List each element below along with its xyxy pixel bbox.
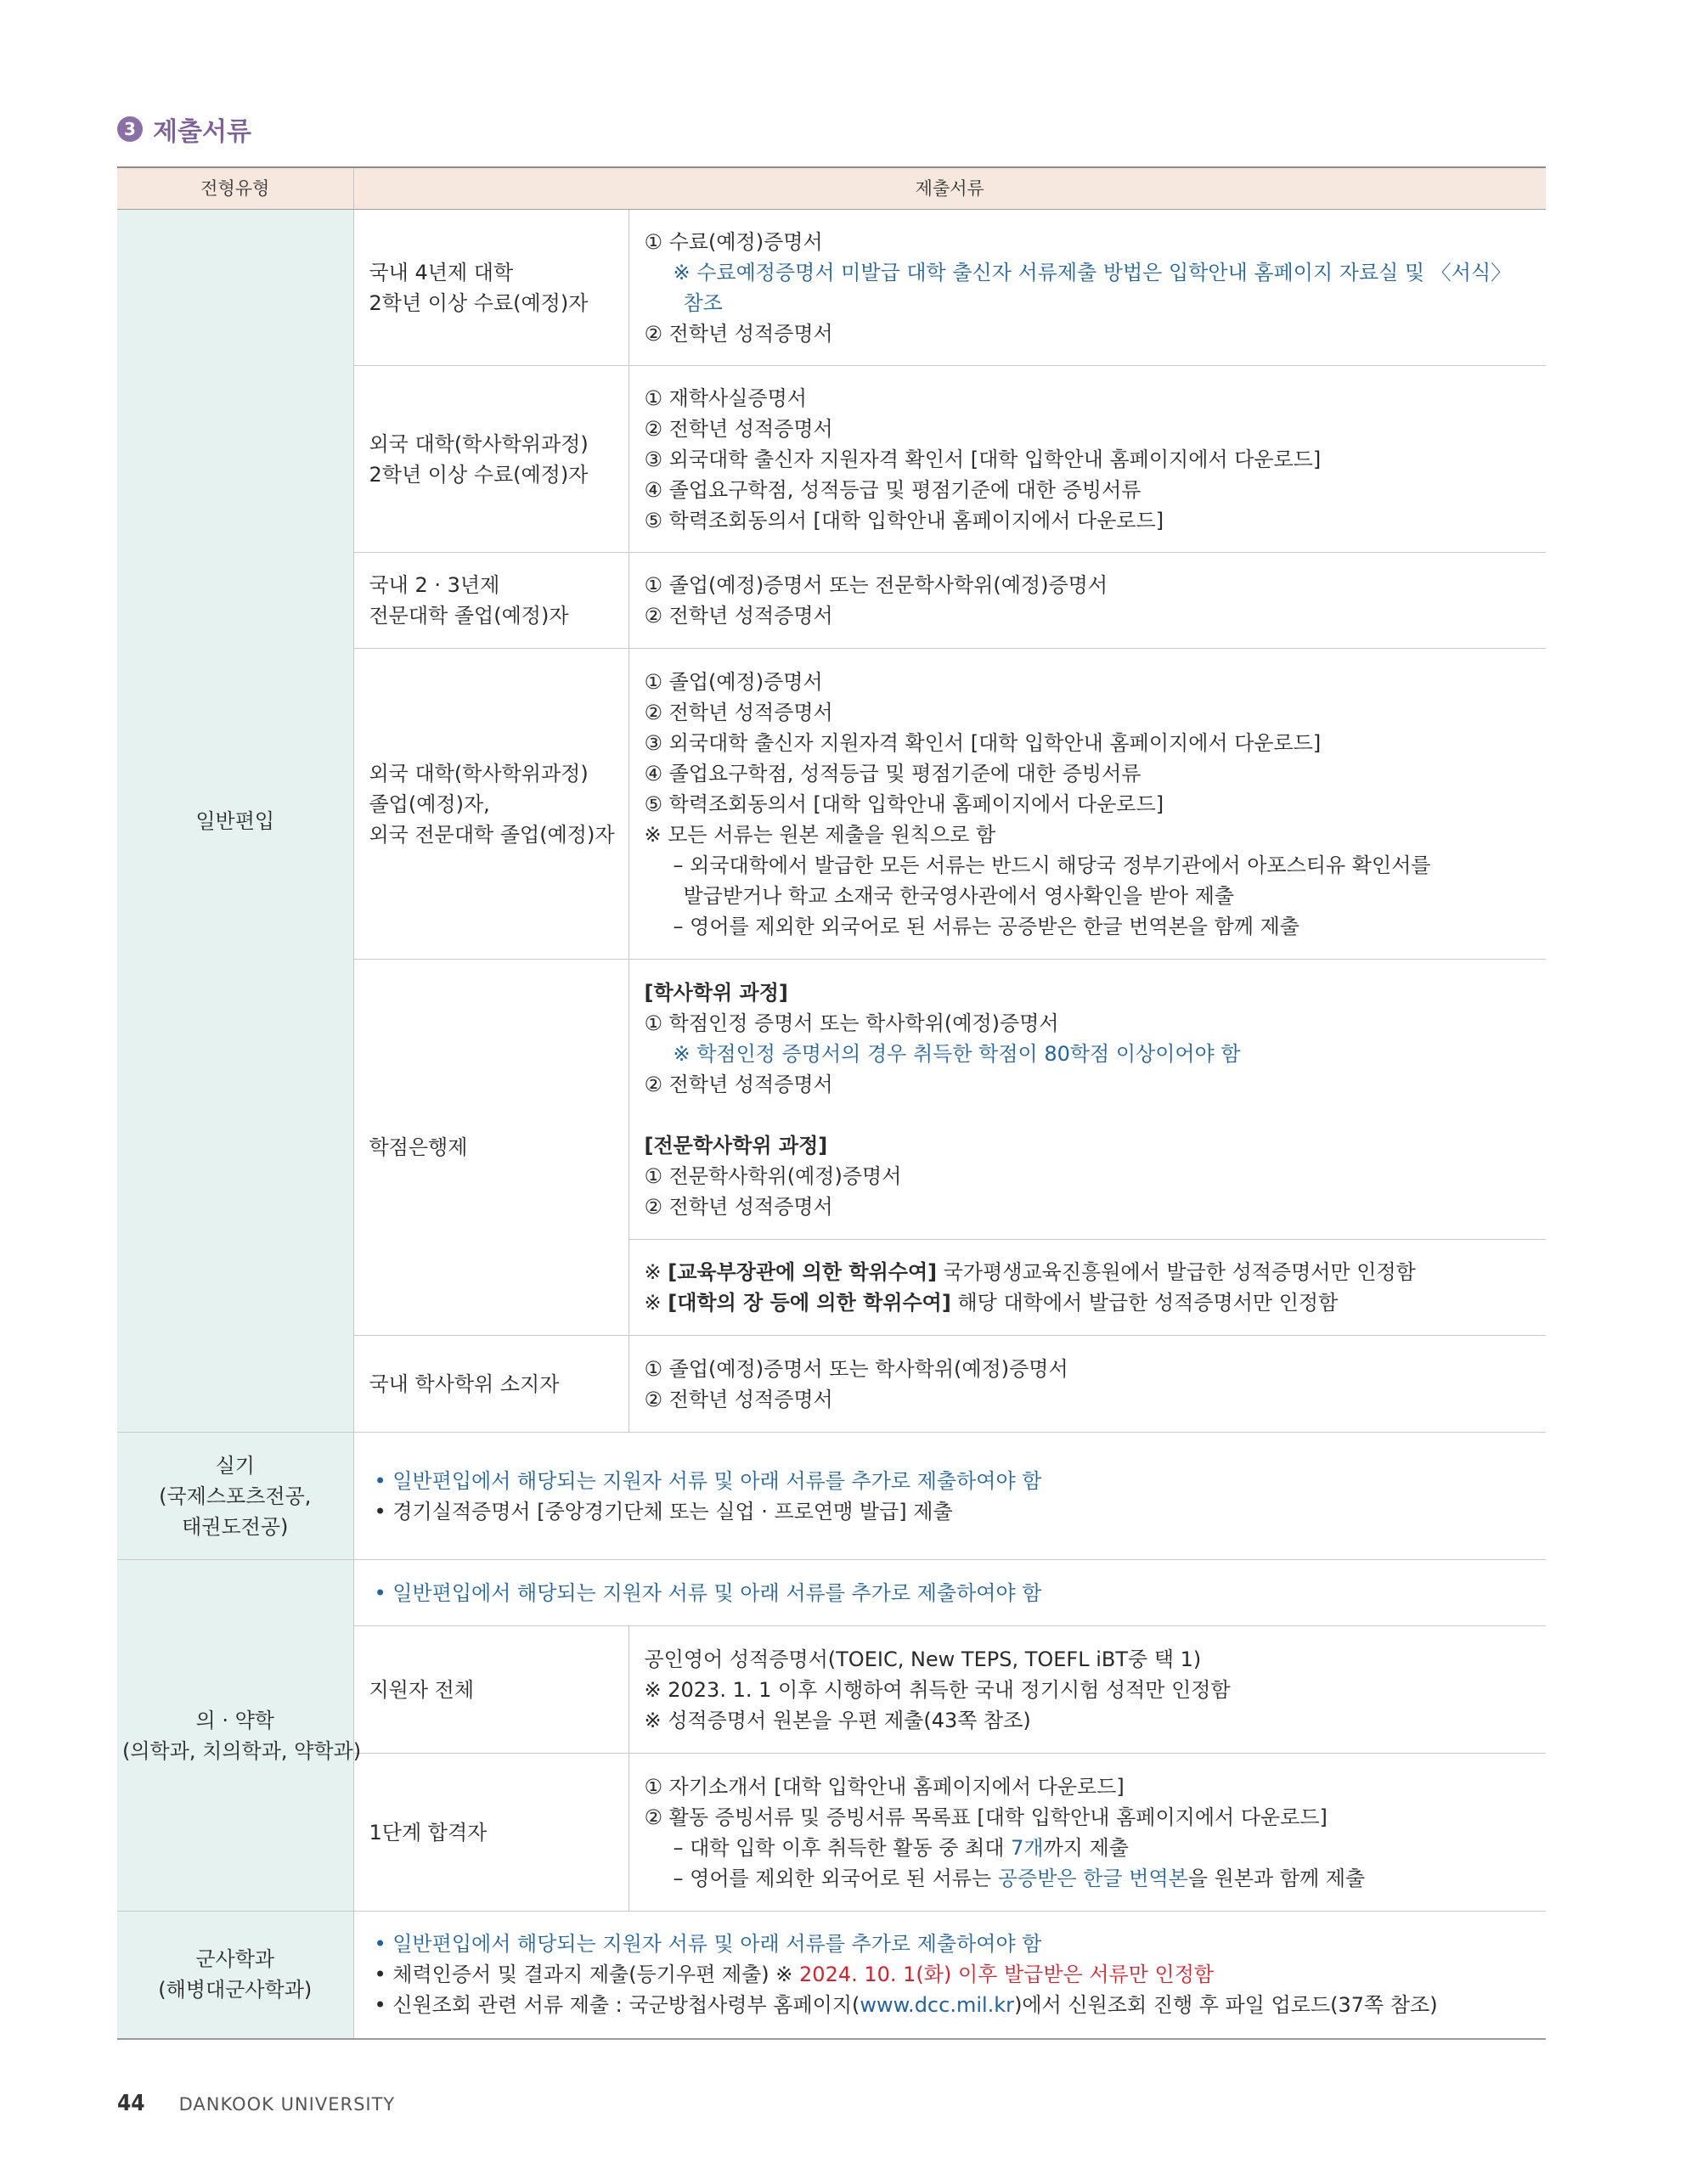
sub-type: 국내 2 · 3년제 전문대학 졸업(예정)자 <box>353 553 629 649</box>
page-content <box>117 110 1546 2040</box>
table-row <box>117 1912 1546 2039</box>
sub-type: 학점은행제 <box>353 960 629 1336</box>
type-practical: 실기 (국제스포츠전공, 태권도전공) <box>117 1433 353 1560</box>
sub-type: 1단계 합격자 <box>353 1754 629 1912</box>
doc-note: • 일반편입에서 해당되는 지원자 서류 및 아래 서류를 추가로 제출하여야 함 <box>353 1560 1546 1626</box>
doc-list: • 일반편입에서 해당되는 지원자 서류 및 아래 서류를 추가로 제출하여야 함 • 체력인증서 및 결과지 제출(등기우편 제출) ※ 2024. 10. 1(화) 이후 발급받은 서류만 인정함 • 신원조회 관련 서류 제출 : 국군방첩사령부 홈페이지(www.dcc.mil.kr)에서 신원조회 진행 후 파일 업로드(37쪽 참조) <box>353 1912 1546 2039</box>
page-number: 44 <box>117 2091 145 2116</box>
doc-list: • 일반편입에서 해당되는 지원자 서류 및 아래 서류를 추가로 제출하여야 함 • 경기실적증명서 [중앙경기단체 또는 실업 · 프로연맹 발급] 제출 <box>353 1433 1546 1560</box>
doc-list: ① 수료(예정)증명서 ※ 수료예정증명서 미발급 대학 출신자 서류제출 방법은 입학안내 홈페이지 자료실 및 〈서식〉 참조 ② 전학년 성적증명서 <box>629 210 1546 366</box>
table-header-row <box>117 167 1546 210</box>
page-footer <box>117 2091 395 2116</box>
sub-type: 외국 대학(학사학위과정) 2학년 이상 수료(예정)자 <box>353 366 629 553</box>
table-row <box>117 210 1546 366</box>
doc-list: ※ [교육부장관에 의한 학위수여] 국가평생교육진흥원에서 발급한 성적증명서만 인정함 ※ [대학의 장 등에 의한 학위수여] 해당 대학에서 발급한 성적증명서만 인정함 <box>629 1240 1546 1336</box>
table-row <box>117 1433 1546 1560</box>
doc-list: ① 졸업(예정)증명서 또는 학사학위(예정)증명서 ② 전학년 성적증명서 <box>629 1336 1546 1433</box>
section-heading <box>117 110 1546 148</box>
sub-type: 외국 대학(학사학위과정) 졸업(예정)자, 외국 전문대학 졸업(예정)자 <box>353 649 629 960</box>
type-medical: 의 · 약학 (의학과, 치의학과, 약학과) <box>117 1560 353 1912</box>
doc-list: ① 졸업(예정)증명서 ② 전학년 성적증명서 ③ 외국대학 출신자 지원자격 확인서 [대학 입학안내 홈페이지에서 다운로드] ④ 졸업요구학점, 성적등급 및 평점기준에 대한 증빙서류 ⑤ 학력조회동의서 [대학 입학안내 홈페이지에서 다운로드] ※ 모든 서류는 원본 제출을 원칙으로 함 – 외국대학에서 발급한 모든 서류는 반드시 해당국 정부기관에서 아포스티유 확인서를 발급받거나 학교 소재국 한국영사관에서 영사확인을 받아 제출 – 영어를 제외한 외국어로 된 서류는 공증받은 한글 번역본을 함께 제출 <box>629 649 1546 960</box>
header-type: 전형유형 <box>117 167 353 210</box>
doc-list: ① 자기소개서 [대학 입학안내 홈페이지에서 다운로드] ② 활동 증빙서류 및 증빙서류 목록표 [대학 입학안내 홈페이지에서 다운로드] – 대학 입학 이후 취득한 활동 중 최대 7개까지 제출 – 영어를 제외한 외국어로 된 서류는 공증받은 한글 번역본을 원본과 함께 제출 <box>629 1754 1546 1912</box>
type-general: 일반편입 <box>117 210 353 1433</box>
homepage-link[interactable]: www.dcc.mil.kr <box>860 1993 1015 2018</box>
doc-list: ① 재학사실증명서 ② 전학년 성적증명서 ③ 외국대학 출신자 지원자격 확인서 [대학 입학안내 홈페이지에서 다운로드] ④ 졸업요구학점, 성적등급 및 평점기준에 대한 증빙서류 ⑤ 학력조회동의서 [대학 입학안내 홈페이지에서 다운로드] <box>629 366 1546 553</box>
table-row <box>117 1560 1546 1626</box>
header-docs: 제출서류 <box>353 167 1546 210</box>
sub-type: 국내 4년제 대학 2학년 이상 수료(예정)자 <box>353 210 629 366</box>
doc-list: 공인영어 성적증명서(TOEIC, New TEPS, TOEFL iBT중 택 1) ※ 2023. 1. 1 이후 시행하여 취득한 국내 정기시험 성적만 인정함 ※ 성적증명서 원본을 우편 제출(43쪽 참조) <box>629 1626 1546 1754</box>
sub-type: 지원자 전체 <box>353 1626 629 1754</box>
documents-table <box>117 166 1546 2040</box>
doc-list: [학사학위 과정] ① 학점인정 증명서 또는 학사학위(예정)증명서 ※ 학점인정 증명서의 경우 취득한 학점이 80학점 이상이어야 함 ② 전학년 성적증명서 [전문학사학위 과정] ① 전문학사학위(예정)증명서 ② 전학년 성적증명서 <box>629 960 1546 1240</box>
section-number-badge: 3 <box>117 116 143 142</box>
type-military: 군사학과 (해병대군사학과) <box>117 1912 353 2039</box>
sub-type: 국내 학사학위 소지자 <box>353 1336 629 1433</box>
doc-list: ① 졸업(예정)증명서 또는 전문학사학위(예정)증명서 ② 전학년 성적증명서 <box>629 553 1546 649</box>
university-name: DANKOOK UNIVERSITY <box>178 2094 396 2115</box>
section-title: 제출서류 <box>153 117 251 147</box>
